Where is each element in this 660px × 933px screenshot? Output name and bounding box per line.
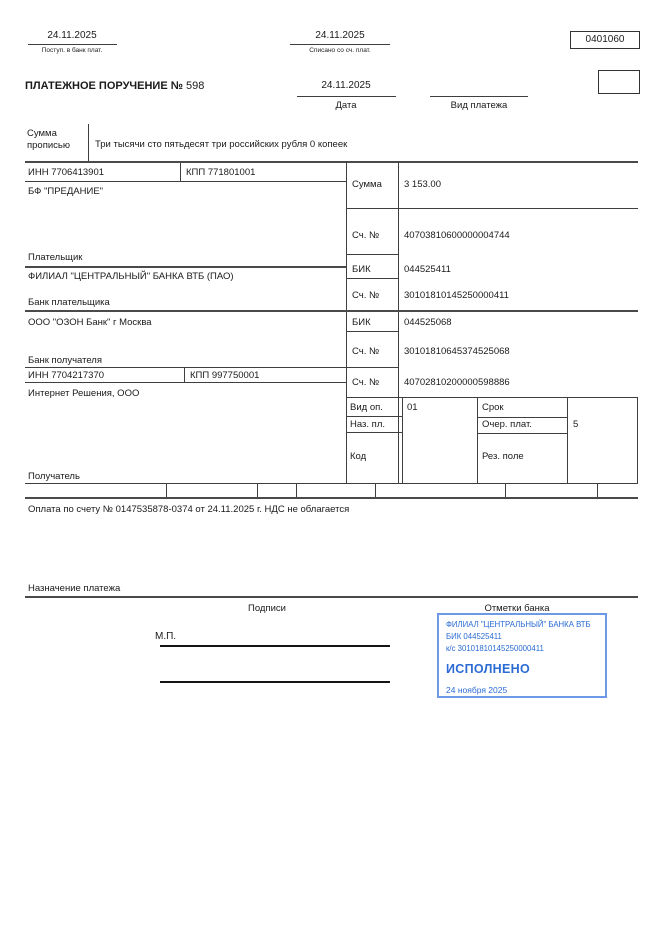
priority-label: Очер. плат. (482, 419, 532, 430)
row-line (346, 208, 638, 209)
payee-bank-section-line (25, 367, 398, 368)
tax-row-divider (166, 483, 167, 497)
payment-type-label: Вид платежа (450, 100, 508, 111)
signature-line-2 (160, 681, 390, 683)
payee-account-label: Сч. № (352, 377, 380, 388)
table-divider (398, 161, 399, 483)
payee-section-line (25, 483, 638, 484)
payee-bank-bik-label: БИК (352, 317, 371, 328)
amount-words-label-2: прописью (27, 140, 70, 151)
section-line (25, 161, 638, 163)
term-label: Срок (482, 402, 504, 413)
label-cell-line (346, 432, 402, 433)
date-received-underline (28, 44, 117, 45)
doc-date-underline (297, 96, 396, 97)
tax-row-divider (296, 483, 297, 497)
amount-words-divider (88, 124, 89, 162)
payee-bank-account-label: Сч. № (352, 346, 380, 357)
amount-words-label-1: Сумма (27, 128, 57, 139)
bank-stamp (437, 613, 607, 698)
payer-section-line (25, 266, 346, 268)
purpose-section-line (25, 596, 638, 598)
grid-divider (477, 397, 478, 483)
table-divider (346, 161, 347, 483)
doc-date: 24.11.2025 (321, 80, 371, 91)
stamp-date: 24 ноября 2025 (446, 685, 508, 695)
payer-bank-label: Банк плательщика (28, 297, 110, 308)
row-line (346, 397, 638, 398)
label-cell-line (477, 433, 567, 434)
payer-kpp: КПП 771801001 (186, 167, 256, 178)
amount-label: Сумма (352, 179, 382, 190)
purpose-text: Оплата по счету № 0147535878-0374 от 24.11.2025 г. НДС не облагается (28, 504, 350, 515)
row-line (25, 181, 346, 182)
stamp-corr-account: к/с 30101810145250000411 (446, 644, 544, 653)
stamp-bank-name: ФИЛИАЛ "ЦЕНТРАЛЬНЫЙ" БАНКА ВТБ (446, 620, 591, 629)
payee-bank-label: Банк получателя (28, 355, 102, 366)
doc-title (25, 80, 204, 93)
op-type-value: 01 (407, 402, 418, 413)
label-cell-line (346, 278, 398, 279)
payer-bank-bik-label: БИК (352, 264, 371, 275)
pay-purpose-code-label: Наз. пл. (350, 419, 385, 430)
payee-label: Получатель (28, 471, 80, 482)
tax-row-divider (257, 483, 258, 497)
date-received-label: Поступ. в банк плат. (41, 47, 103, 54)
grid-divider (567, 397, 568, 483)
row-line (25, 382, 346, 383)
payee-kpp: КПП 997750001 (190, 370, 260, 381)
payee-account: 40702810200000598886 (404, 377, 510, 388)
mp-label: М.П. (155, 631, 177, 642)
priority-value: 5 (573, 419, 579, 430)
tax-row-divider (597, 483, 598, 497)
tax-row-bottom-line (25, 497, 638, 499)
doc-date-label: Дата (335, 100, 357, 111)
amount-value: 3 153.00 (404, 179, 441, 190)
payer-name: БФ "ПРЕДАНИЕ" (28, 186, 104, 197)
payer-account-label: Сч. № (352, 230, 380, 241)
date-debited: 24.11.2025 (315, 30, 365, 41)
amount-in-words: Три тысячи сто пятьдесят три российских рубля 0 копеек (95, 139, 348, 150)
form-code-box (570, 31, 640, 49)
payer-bank-name: ФИЛИАЛ "ЦЕНТРАЛЬНЫЙ" БАНКА ВТБ (ПАО) (28, 271, 234, 282)
inn-kpp-divider (180, 163, 181, 181)
op-type-label: Вид оп. (350, 402, 383, 413)
payer-bank-account-label: Сч. № (352, 290, 380, 301)
payee-bank-bik: 044525068 (404, 317, 452, 328)
payer-bank-account: 30101810145250000411 (404, 290, 509, 301)
tax-row-divider (375, 483, 376, 497)
date-received: 24.11.2025 (47, 30, 97, 41)
label-cell-line (346, 416, 402, 417)
grid-divider (402, 397, 403, 483)
inn-kpp-divider (184, 367, 185, 382)
payer-inn: ИНН 7706413901 (28, 167, 105, 178)
payer-bank-bik: 044525411 (404, 264, 451, 275)
stamp-status: ИСПОЛНЕНО (446, 662, 530, 676)
payer-label: Плательщик (28, 252, 83, 263)
payee-name: Интернет Решения, ООО (28, 388, 140, 399)
signatures-label: Подписи (248, 603, 286, 614)
label-cell-line (346, 254, 398, 255)
payee-bank-account: 30101810645374525068 (404, 346, 510, 357)
label-cell-line (346, 331, 398, 332)
payee-inn: ИНН 7704217370 (28, 370, 105, 381)
payee-bank-name: ООО "ОЗОН Банк" г Москва (28, 317, 152, 328)
date-debited-underline (290, 44, 390, 45)
doc-title-text: ПЛАТЕЖНОЕ ПОРУЧЕНИЕ № (25, 80, 183, 92)
doc-number: 598 (185, 80, 205, 92)
signature-line-1 (160, 645, 390, 647)
stamp-bik: БИК 044525411 (446, 632, 502, 641)
payer-account: 40703810600000004744 (404, 230, 510, 241)
tax-row-divider (505, 483, 506, 497)
purpose-label: Назначение платежа (28, 583, 121, 594)
payment-type-underline (430, 96, 528, 97)
bank-marks-label: Отметки банка (484, 603, 550, 614)
code-label: Код (350, 451, 367, 462)
form-code: 0401060 (585, 34, 625, 45)
payer-bank-section-line (25, 310, 638, 312)
reserve-field-label: Рез. поле (482, 451, 524, 462)
date-debited-label: Списано со сч. плат. (309, 47, 371, 54)
payment-type-box (598, 70, 640, 94)
grid-divider (637, 397, 638, 483)
label-cell-line (477, 417, 567, 418)
